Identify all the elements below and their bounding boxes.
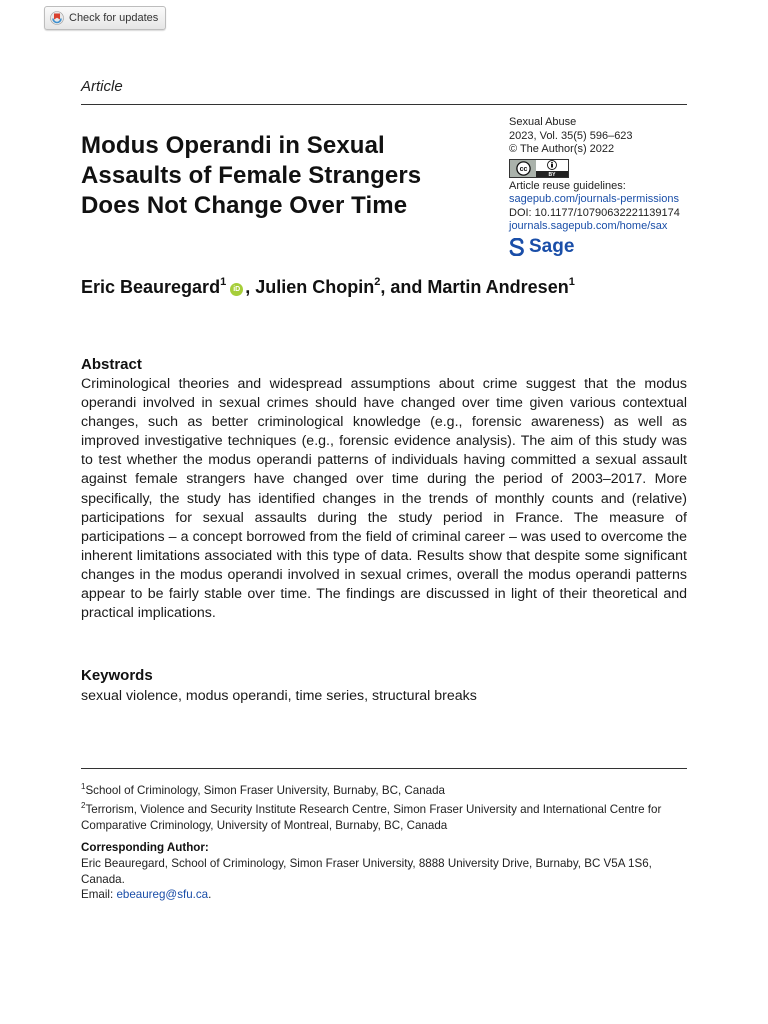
title-line: Assaults of Female Strangers — [81, 162, 422, 189]
footnote-divider — [81, 768, 687, 769]
author-name[interactable]: Julien Chopin — [255, 277, 375, 297]
sage-wordmark: Sage — [529, 235, 575, 257]
author-list — [81, 277, 575, 298]
sage-s-icon — [509, 238, 525, 256]
title-line: Does Not Change Over Time — [81, 192, 408, 219]
author-name[interactable]: Eric Beauregard — [81, 277, 221, 297]
affiliation-text: Terrorism, Violence and Security Institute Research Centre, Simon Fraser University and International Centre for Comparative Criminology, University of Montreal, Burnaby, BC, Canada — [81, 803, 662, 832]
keywords-heading: Keywords — [81, 667, 153, 684]
reuse-guidelines-link[interactable]: sagepub.com/journals-permissions — [509, 193, 679, 205]
journal-volume: 2023, Vol. 35(5) 596–623 — [509, 129, 633, 142]
check-for-updates-button[interactable] — [44, 6, 166, 30]
affiliation-number: 2 — [81, 801, 86, 811]
paper-title — [81, 131, 491, 221]
affiliation-text: School of Criminology, Simon Fraser University, Burnaby, BC, Canada — [85, 783, 445, 797]
cc-icon — [510, 160, 536, 177]
corresponding-author-heading: Corresponding Author: — [81, 841, 209, 854]
cc-by-license-badge[interactable] — [509, 159, 569, 178]
orcid-icon[interactable]: iD — [230, 283, 243, 296]
journal-name: Sexual Abuse — [509, 116, 577, 128]
affiliation-marker: 1 — [568, 276, 575, 288]
reuse-guidelines-label: Article reuse guidelines: — [509, 179, 626, 192]
keywords-list: sexual violence, modus operandi, time series, structural breaks — [81, 688, 477, 704]
affiliation-number: 1 — [81, 782, 86, 791]
sage-logo — [509, 235, 699, 257]
email-suffix: . — [208, 888, 212, 901]
cc-label: cc — [519, 165, 527, 173]
doi[interactable]: DOI: 10.1177/10790632221139174 — [509, 206, 680, 219]
corresponding-author-details — [81, 856, 687, 903]
crossmark-icon — [50, 11, 64, 25]
article-type-label: Article — [81, 78, 123, 95]
affiliation-marker: 2 — [374, 276, 381, 288]
author-separator: , — [245, 277, 256, 297]
journal-metadata — [509, 116, 699, 256]
affiliation-item — [81, 779, 687, 798]
title-line: Modus Operandi in Sexual — [81, 132, 385, 159]
corresponding-email-line — [81, 887, 687, 903]
email-label: Email: — [81, 888, 117, 901]
email-link[interactable]: ebeaureg@sfu.ca — [116, 888, 209, 901]
author-name[interactable]: Martin Andresen — [427, 277, 569, 297]
abstract-heading: Abstract — [81, 356, 142, 373]
abstract-body: Criminological theories and widespread assumptions about crime suggest that the modus operandi involved in sexual crimes should have changed over time given various contextual changes, such as better criminological knowledge (e.g., forensic awareness) as well as improved investigative techniques (e.g., forensic evidence analysis). The aim of this study was to test whether the modus operandi patterns of individuals having committed a sexual assault against female strangers have changed over time during the period of 2003–2017. More specifically, the study has identified changes in the trends of monthly counts and (relative) participations for sexual assaults during the study period in France. The measure of participations – a concept borrowed from the field of criminal career – was used to overcome the inherent limitations associated with this type of data. Results show that despite some significant changes in the modus operandi involved in sexual crimes, overall the modus operandi patterns appear to be fairly stable over time. The findings are discussed in light of their theoretical and practical implications. — [81, 376, 687, 622]
header-divider — [81, 104, 687, 105]
affiliation-marker: 1 — [220, 276, 227, 288]
corresponding-address: Eric Beauregard, School of Criminology, Simon Fraser University, 8888 University Drive, Burnaby, BC V5A 1S6, Canada. — [81, 857, 652, 886]
copyright-notice: © The Author(s) 2022 — [509, 143, 615, 155]
by-icon — [536, 160, 568, 177]
journal-homepage-link[interactable]: journals.sagepub.com/home/sax — [509, 220, 668, 232]
affiliations — [81, 779, 687, 833]
affiliation-item — [81, 798, 687, 833]
check-for-updates-label: Check for updates — [69, 12, 159, 24]
by-label: BY — [548, 171, 556, 177]
author-separator: , and — [380, 277, 428, 297]
